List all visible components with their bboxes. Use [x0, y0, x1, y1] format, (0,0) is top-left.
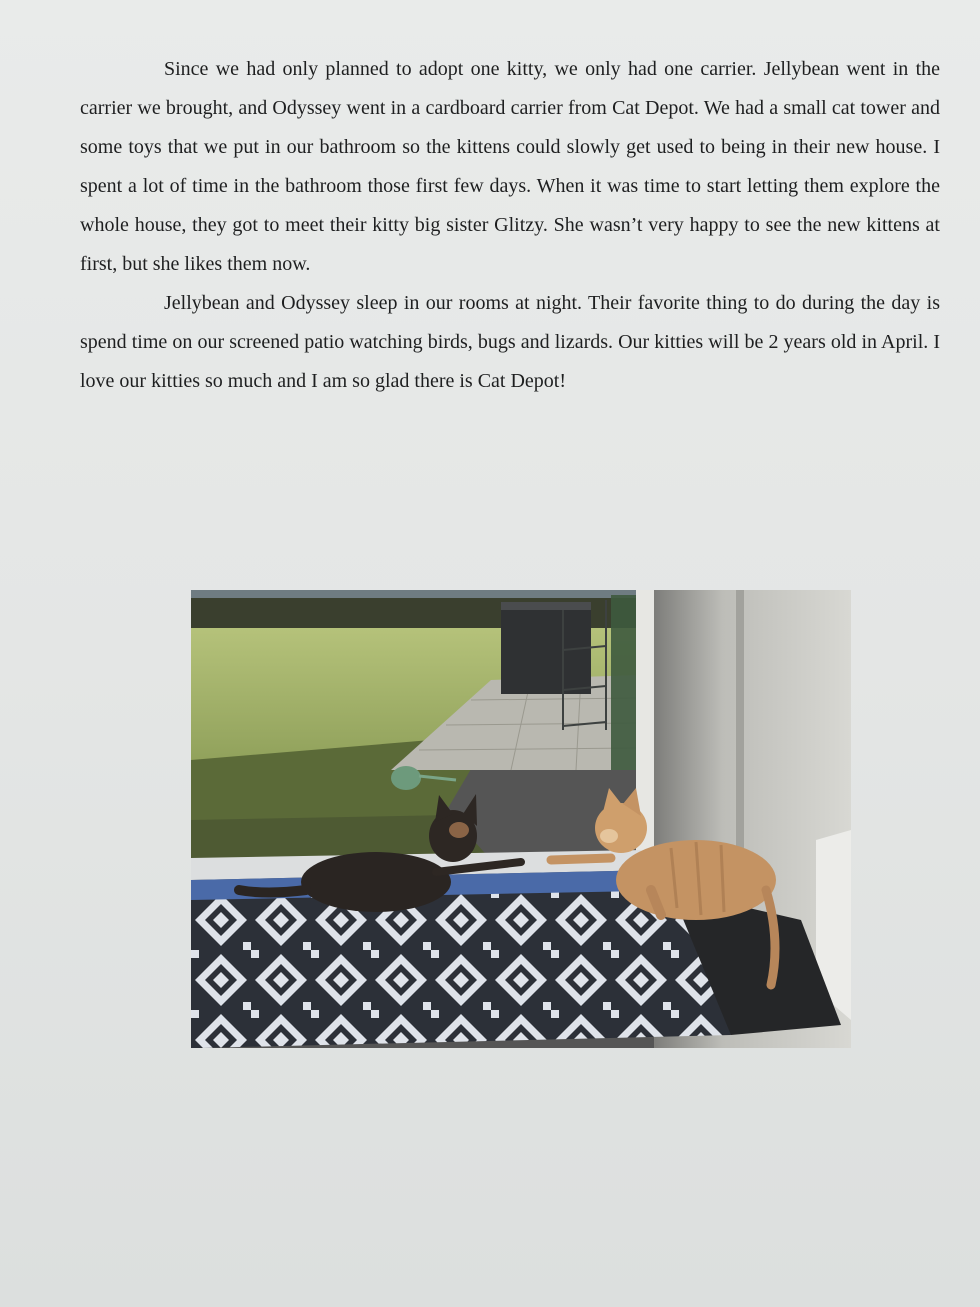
cats-on-patio-photo	[191, 590, 851, 1048]
paragraph-2: Jellybean and Odyssey sleep in our rooms at night. Their favorite thing to do during the day is spend time on our screened patio watching birds, bugs and lizards. Our kitties will be 2 years old in April. I love our kitties so much and I am so glad there is Cat Depot!	[80, 292, 940, 392]
story-text	[80, 50, 940, 401]
paragraph-1: Since we had only planned to adopt one kitty, we only had one carrier. Jellybean went in the carrier we brought, and Odyssey went in a cardboard carrier from Cat Depot. We had a small cat tower and some toys that we put in our bathroom so the kittens could slowly get used to being in their new house. I spent a lot of time in the bathroom those first few days. When it was time to start letting them explore the whole house, they got to meet their kitty big sister Glitzy. She wasn’t very happy to see the new kittens at first, but she likes them now.	[80, 58, 940, 275]
watering-can	[391, 766, 421, 790]
patterned-rug	[191, 890, 731, 1048]
